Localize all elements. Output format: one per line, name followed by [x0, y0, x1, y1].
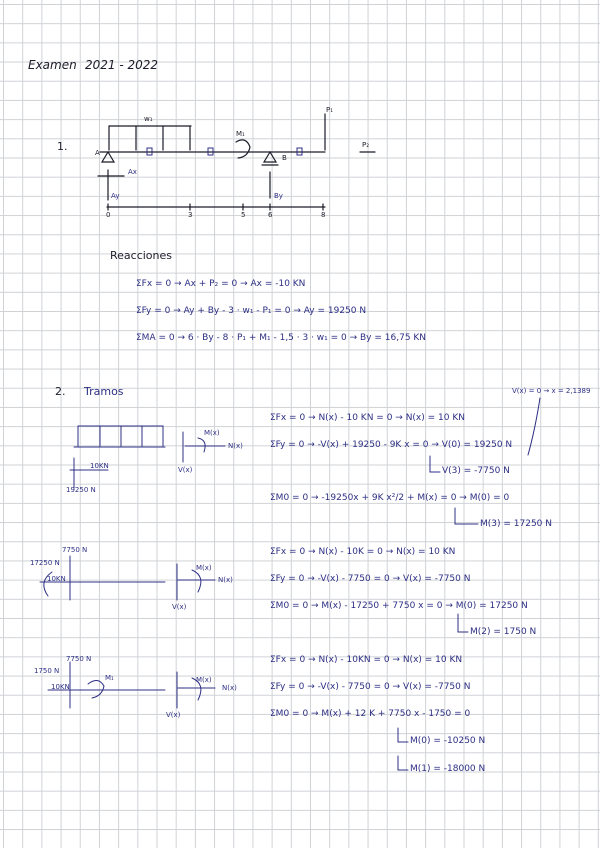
s3-result-m1: M(1) = -18000 N — [410, 764, 486, 774]
label-by: By — [274, 192, 283, 200]
s1-result-m3: M(3) = 17250 N — [480, 519, 552, 529]
moment-m1-arc — [236, 140, 250, 158]
fbd1-label-10kn: 10KN — [90, 462, 109, 470]
axis-tick-8: 8 — [321, 211, 326, 219]
label-point-b: B — [282, 154, 287, 162]
label-m1: M₁ — [236, 130, 245, 138]
s1-equation-m0: ΣM0 = 0 → -19250x + 9K x²/2 + M(x) = 0 → M(0) = 0 — [270, 493, 510, 503]
s3-equation-fy: ΣFy = 0 → -V(x) - 7750 = 0 → V(x) = -7750 N — [270, 682, 471, 692]
s1-equation-fx: ΣFx = 0 → N(x) - 10 KN = 0 → N(x) = 10 KN — [270, 413, 465, 423]
support-a — [102, 152, 114, 162]
exam-title: Examen — [28, 58, 77, 72]
label-p2: P₂ — [362, 141, 370, 149]
fbd2-label-nx: N(x) — [218, 576, 233, 584]
support-b — [264, 152, 276, 162]
s1-equation-fy: ΣFy = 0 → -V(x) + 19250 - 9K x = 0 → V(0) = 19250 N — [270, 440, 513, 450]
fbd3-label-nx: N(x) — [222, 684, 237, 692]
fbd2-label-left: 17250 N — [30, 559, 60, 567]
label-ax: Ax — [128, 168, 137, 176]
axis-tick-0: 0 — [106, 211, 111, 219]
axis-tick-5: 5 — [241, 211, 246, 219]
fbd3-label-m1: M₁ — [105, 674, 114, 682]
fbd2-label-vx: V(x) — [172, 603, 187, 611]
label-ay: Ay — [111, 192, 120, 200]
problem2-number: 2. — [55, 385, 66, 398]
s2-equation-fy: ΣFy = 0 → -V(x) - 7750 = 0 → V(x) = -7750 N — [270, 574, 471, 584]
s2-result-m2: M(2) = 1750 N — [470, 627, 537, 637]
fbd1-label-mx: M(x) — [204, 429, 220, 437]
s3-result-m0: M(0) = -10250 N — [410, 736, 486, 746]
fbd1-label-19250n: 19250 N — [66, 486, 96, 494]
s3-equation-fx: ΣFx = 0 → N(x) - 10KN = 0 → N(x) = 10 KN — [270, 655, 463, 665]
s2-equation-m0: ΣM0 = 0 → M(x) - 17250 + 7750 x = 0 → M(0) = 17250 N — [270, 601, 528, 611]
axis-tick-6: 6 — [268, 211, 273, 219]
fbd1-label-vx: V(x) — [178, 466, 193, 474]
problem1-number: 1. — [57, 140, 68, 153]
fbd2-label-10kn: 10KN — [47, 575, 66, 583]
equation-sum-fy: ΣFy = 0 → Ay + By - 3 · w₁ - P₁ = 0 → Ay = 19250 N — [136, 306, 367, 316]
tramos-heading: Tramos — [84, 385, 124, 398]
exam-year: 2021 - 2022 — [85, 58, 159, 72]
fbd3-label-10kn: 10KN — [51, 683, 70, 691]
axis-tick-3: 3 — [188, 211, 193, 219]
fbd1-label-nx: N(x) — [228, 442, 243, 450]
reacciones-heading: Reacciones — [110, 249, 173, 262]
fbd2-label-top: 7750 N — [62, 546, 88, 554]
label-w1: w₁ — [144, 115, 153, 123]
equation-sum-ma: ΣMA = 0 → 6 · By - 8 · P₁ + M₁ - 1,5 · 3 · w₁ = 0 → By = 16,75 KN — [136, 333, 427, 343]
fbd3-label-top: 7750 N — [66, 655, 92, 663]
s3-equation-m0: ΣM0 = 0 → M(x) + 12 K + 7750 x - 1750 = 0 — [270, 709, 471, 719]
s2-equation-fx: ΣFx = 0 → N(x) - 10K = 0 → N(x) = 10 KN — [270, 547, 456, 557]
fbd3-label-left: 1750 N — [34, 667, 60, 675]
fbd3-label-vx: V(x) — [166, 711, 181, 719]
label-point-a: A — [95, 149, 100, 157]
equation-sum-fx: ΣFx = 0 → Ax + P₂ = 0 → Ax = -10 KN — [136, 279, 306, 289]
fbd2-label-mx: M(x) — [196, 564, 212, 572]
label-p1: P₁ — [326, 106, 334, 114]
side-note-vx-zero: V(x) = 0 → x = 2,1389 — [512, 387, 591, 395]
s1-result-v3: V(3) = -7750 N — [442, 466, 510, 476]
fbd3-label-mx: M(x) — [196, 676, 212, 684]
